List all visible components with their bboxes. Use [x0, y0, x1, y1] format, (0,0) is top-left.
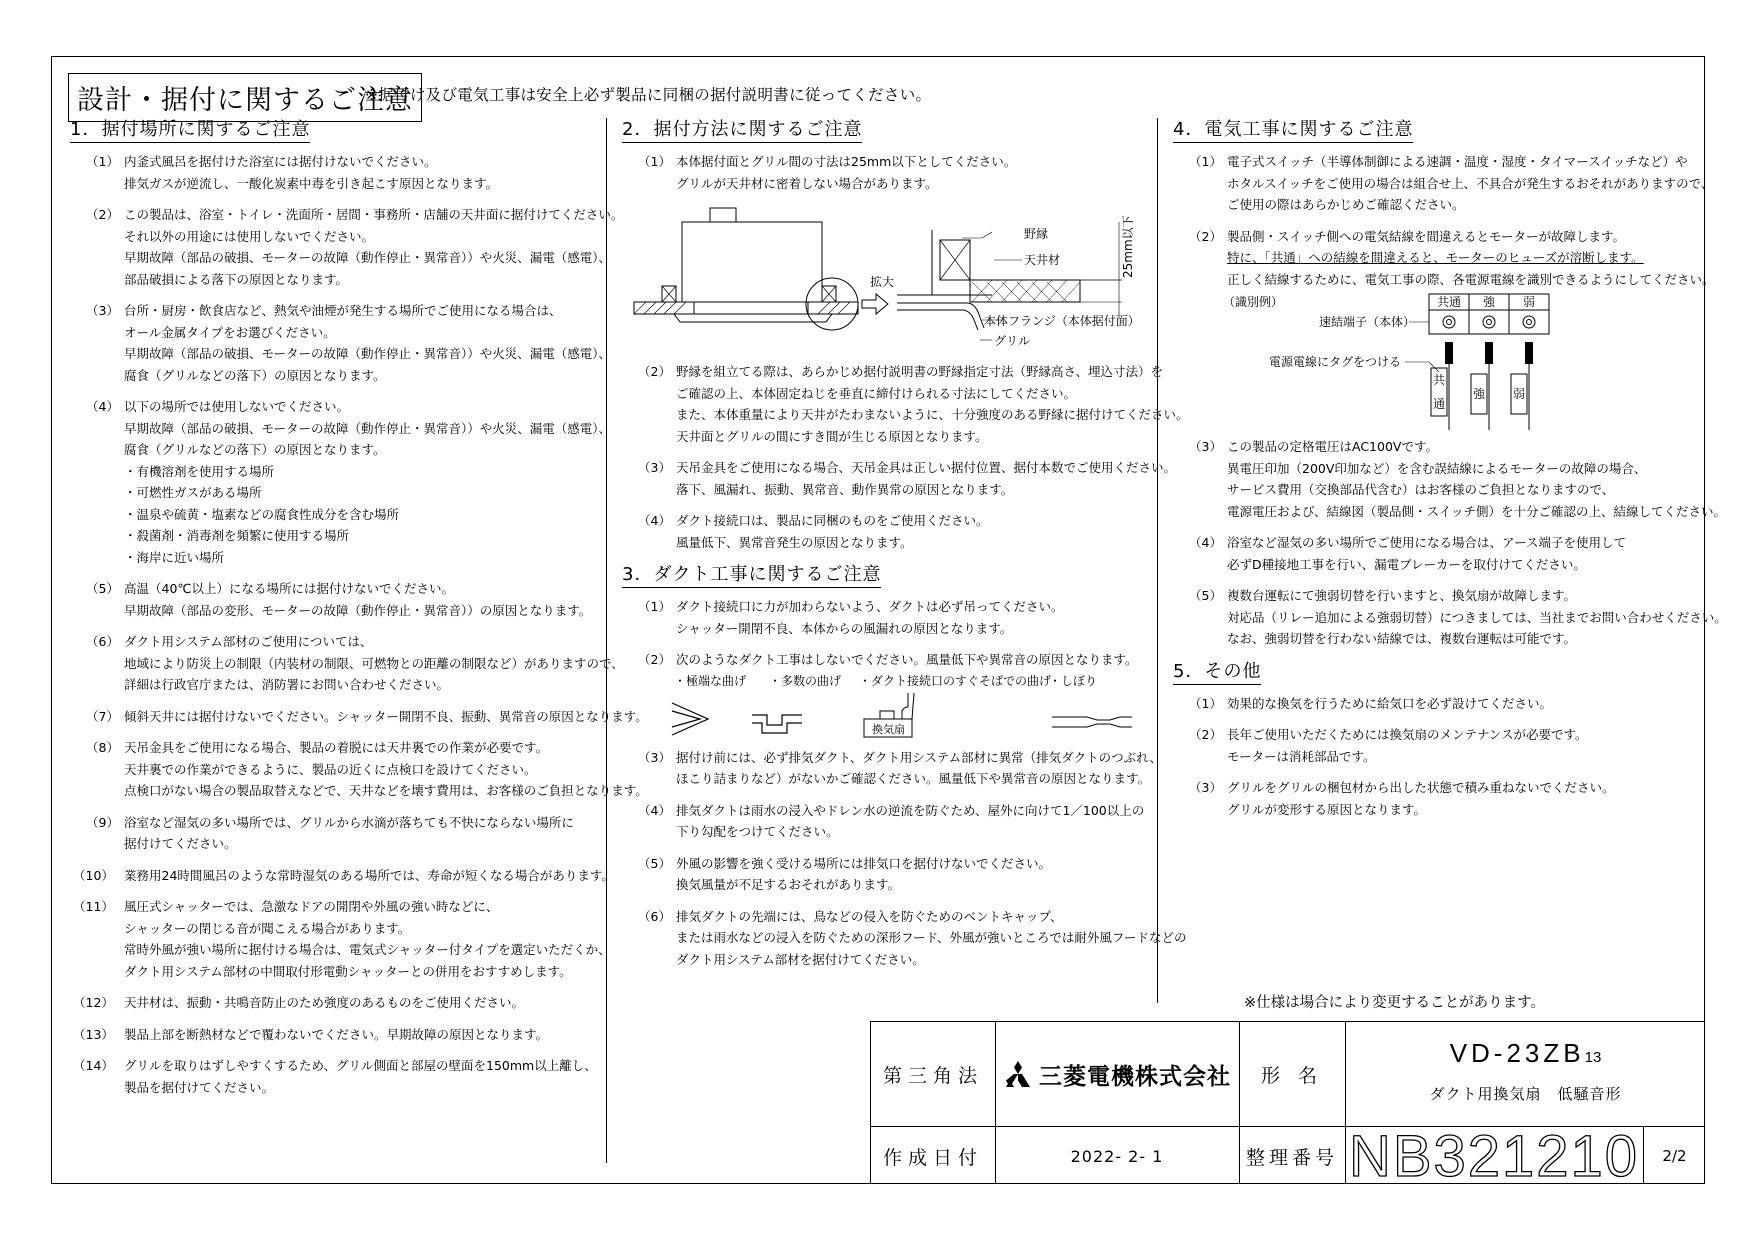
duct-label-sharp: ・極端な曲げ [674, 673, 747, 688]
note-line: 早期故障（部品の破損、モーターの故障（動作停止・異常音））や火災、漏電（感電）、 [124, 346, 612, 361]
label-flange: 本体フランジ（本体据付面） [984, 314, 1140, 328]
note-number: （5） [86, 581, 119, 596]
section-4-items-a [1173, 151, 1715, 290]
note-line: ダクト用システム部材の中間取付形電動シャッターとの併用をおすすめします。 [124, 963, 572, 979]
note-line: 次のようなダクト工事はしないでください。風量低下や異常音の原因となります。 [676, 652, 1138, 667]
mounting-diagram [622, 200, 1142, 355]
label-dimension: 25mm以下 [1121, 215, 1135, 278]
note-number: （4） [638, 802, 671, 818]
label-grille: グリル [994, 334, 1031, 348]
note-line: 効果的な換気を行うために給気口を必ず設けてください。 [1227, 695, 1553, 711]
note-line: 腐食（グリルなどの落下）の原因となります。 [124, 367, 386, 383]
note-line: 早期故障（部品の破損、モーターの故障（動作停止・異常音））や火災、漏電（感電）、 [124, 250, 612, 265]
note-number: （4） [1189, 535, 1222, 550]
model-number: VD-23ZB [1449, 1038, 1585, 1068]
note-line: 地域により防災上の制限（内装材の制限、可燃物との距離の制限など）がありますので、 [124, 655, 624, 671]
note-line: 天井材は、振動・共鳴音防止のため強度のあるものをご使用ください。 [124, 995, 525, 1010]
note-item [622, 457, 1177, 500]
note-item [622, 747, 1162, 790]
tag-weak: 弱 [1513, 387, 1526, 401]
company-name: 三菱電機株式会社 [1039, 1063, 1231, 1090]
note-line: 正しく結線するために、電気工事の際、各電源電線を識別できるようにしてください。 [1227, 271, 1715, 287]
section-heading-5: 5．その他 [1173, 660, 1261, 685]
note-item [70, 737, 648, 802]
mitsubishi-logo-icon [1003, 1061, 1033, 1087]
note-number: （6） [638, 908, 671, 924]
note-line: 天吊金具をご使用になる場合、天吊金具は正しい据付位置、据付本数でご使用ください。 [676, 460, 1177, 475]
duct-diagram [622, 671, 1142, 741]
note-line: 部品破損による落下の原因となります。 [124, 271, 349, 287]
note-item [70, 1055, 600, 1098]
note-line: グリルをグリルの梱包材から出した状態で積み重ねないでください。 [1227, 780, 1615, 795]
note-item [1173, 693, 1693, 715]
number-label: 整理番号 [1245, 1146, 1338, 1169]
note-line: 長年ご使用いただくためには換気扇のメンテナンスが必要です。 [1227, 727, 1588, 742]
projection-label: 第三角法 [882, 1064, 983, 1087]
note-line: ダクト用システム部材のご使用については、 [124, 634, 373, 649]
terminal-common: 共通 [1437, 295, 1462, 309]
note-body [1227, 436, 1726, 522]
note-body [124, 737, 648, 802]
section-3-items-a [622, 596, 1142, 671]
note-body [124, 896, 611, 982]
note-item [70, 865, 614, 887]
note-body [124, 151, 600, 194]
note-number: （1） [1189, 154, 1222, 169]
model-label: 形 名 [1260, 1064, 1324, 1087]
note-line: 排気ダクトの先端には、鳥などの侵入を防ぐためのベントキャップ、 [676, 908, 1063, 924]
note-body [1227, 777, 1693, 820]
note-item [70, 300, 612, 386]
note-item [70, 896, 611, 982]
note-number: （4） [86, 399, 119, 414]
note-line: 特に、「共通」への結線を間違えると、モーターのヒューズが溶断します。 [1227, 250, 1644, 265]
note-number: （8） [86, 740, 119, 755]
note-number: （2） [1189, 228, 1222, 244]
note-line: この製品は、浴室・トイレ・洗面所・居間・事務所・店舗の天井面に据付けてください。 [124, 207, 624, 222]
note-line: ダクト接続口は、製品に同梱のものをご使用ください。 [676, 513, 989, 528]
note-number: （4） [638, 513, 671, 528]
column-3 [1173, 118, 1727, 830]
note-line: 内釜式風呂を据付けた浴室には据付けないでください。 [124, 154, 437, 169]
note-body [1227, 151, 1713, 216]
note-line: モーターは消耗部品です。 [1227, 748, 1376, 764]
note-line: それ以外の用途には使用しないでください。 [124, 228, 375, 244]
note-line: ホタルスイッチをご使用の場合は組合せ上、不具合が発生するおそれがありますので、 [1227, 175, 1714, 191]
note-line: 風圧式シャッターでは、急激なドアの開閉や外風の強い時などに、 [124, 899, 499, 914]
note-body [676, 853, 1142, 896]
note-line: ・温泉や硫黄・塩素などの腐食性成分を含む場所 [124, 506, 400, 522]
note-body [124, 706, 648, 728]
note-line: ほこり詰まりなど）がないかご確認ください。風量低下や異常音の原因となります。 [676, 771, 1151, 786]
note-item [622, 906, 1187, 971]
note-item [70, 992, 600, 1014]
section-2-item-1 [622, 151, 1142, 194]
note-line: 早期故障（部品の破損、モーターの故障（動作停止・異常音））や火災、漏電（感電）、 [124, 420, 612, 436]
note-line: ・有機溶剤を使用する場所 [124, 463, 275, 479]
terminal-diagram-svg [1173, 292, 1693, 432]
note-item [622, 596, 1142, 639]
note-line: 製品側・スイッチ側への電気結線を間違えるとモーターが故障します。 [1227, 228, 1626, 244]
section-heading-2: 2．据付方法に関するご注意 [622, 118, 862, 143]
note-line: 台所・厨房・飲食店など、熱気や油煙が発生する場所でご使用になる場合は、 [124, 303, 562, 318]
note-line: また、本体重量により天井がたわまないように、十分強度のある野縁に据付けてください。 [676, 407, 1189, 422]
note-body [1227, 724, 1693, 767]
note-number: （2） [86, 207, 119, 222]
note-number: （9） [86, 814, 119, 830]
note-item [1173, 436, 1727, 522]
note-body [676, 361, 1189, 447]
model-suffix: 13 [1584, 1049, 1602, 1066]
note-number: （1） [86, 154, 119, 169]
note-line: 電子式スイッチ（半導体制御による速調・温度・湿度・タイマースイッチなど）や [1227, 154, 1688, 169]
note-item [1173, 226, 1715, 291]
duct-diagram-svg [622, 689, 1142, 744]
note-body [676, 457, 1176, 500]
note-item [1173, 151, 1714, 216]
note-line: 常時外風が強い場所に据付ける場合は、電気式シャッター付タイプを選定いただくか、 [124, 942, 611, 957]
note-item [70, 1024, 600, 1046]
note-body [124, 1055, 600, 1098]
note-line: 落下、風漏れ、振動、異常音、動作異常の原因となります。 [676, 481, 1014, 497]
note-number: （2） [1189, 727, 1222, 742]
note-number: （2） [638, 652, 671, 667]
page-number: 2/2 [1662, 1147, 1687, 1165]
note-body [676, 510, 1142, 553]
terminal-block-label: 速結端子（本体） [1319, 315, 1416, 329]
tag-common-2: 通 [1433, 397, 1446, 411]
note-line: 腐食（グリルなどの落下）の原因となります。 [124, 442, 386, 457]
section-heading-3: 3．ダクト工事に関するご注意 [622, 563, 881, 588]
note-number: （13） [73, 1026, 114, 1042]
label-ceiling: 天井材 [1024, 253, 1061, 267]
note-number: （7） [86, 708, 119, 724]
note-body [124, 631, 624, 696]
section-4-items-b [1173, 436, 1727, 650]
section-3-items-b [622, 747, 1187, 971]
note-line: グリルを取りはずしやすくするため、グリル側面と部屋の壁面を150mm以上離し、 [124, 1058, 597, 1073]
note-line: 天井裏での作業ができるように、製品の近くに点検口を設けてください。 [124, 761, 537, 777]
note-line: 点検口がない場合の製品取替えなどで、天井などを壊す費用は、お客様のご負担となります。 [124, 783, 648, 798]
page-title: 設計・据付に関するご注意 [68, 73, 422, 122]
note-body [124, 992, 600, 1014]
note-line: ご使用の際はあらかじめご確認ください。 [1227, 197, 1465, 212]
note-number: （5） [638, 855, 671, 871]
model-cell [1345, 1022, 1706, 1126]
tag-common-1: 共 [1433, 373, 1446, 387]
note-line: 異電圧印加（200V印加など）を含む誤結線によるモーターの故障の場合、 [1227, 460, 1647, 476]
note-number: （3） [1189, 439, 1222, 454]
note-number: （14） [73, 1058, 114, 1073]
column-1 [70, 118, 648, 1108]
note-line: ダクト接続口に力が加わらないよう、ダクトは必ず吊ってください。 [676, 599, 1064, 614]
date-label: 作成日付 [882, 1146, 983, 1169]
note-line: なお、強弱切替を行わない結線では、複数台運転は可能です。 [1227, 631, 1577, 646]
duct-label-multiple: ・多数の曲げ [769, 673, 842, 688]
note-number: （5） [1189, 588, 1222, 603]
note-line: 対応品（リレー追加による強弱切替）につきましては、当社までお問い合わせください。 [1227, 609, 1727, 625]
note-item [622, 800, 1145, 843]
note-line: シャッターの閉じる音が聞こえる場合があります。 [124, 920, 411, 936]
note-body [1227, 585, 1727, 650]
note-number: （3） [638, 460, 671, 475]
terminal-diagram [1173, 292, 1693, 432]
note-item [70, 396, 612, 568]
title-block [870, 1021, 1705, 1189]
label-noen: 野縁 [1024, 227, 1049, 241]
section-1-items [70, 151, 648, 1098]
note-body [124, 865, 614, 887]
note-number: （11） [73, 899, 114, 914]
note-body [676, 596, 1142, 639]
note-line: 製品を据付けてください。 [124, 1079, 275, 1095]
note-line: 早期故障（部品の変形、モーターの故障（動作停止・異常音））の原因となります。 [124, 602, 592, 618]
note-item [70, 812, 600, 855]
note-item [1173, 724, 1693, 767]
note-line: サービス費用（交換部品代含む）はお客様のご負担となりますので、 [1227, 482, 1615, 497]
note-number: （3） [638, 749, 671, 765]
note-line: 風量低下、異常音発生の原因となります。 [676, 534, 913, 550]
note-line: 浴室など湿気の多い場所でご使用になる場合は、アース端子を使用して [1227, 535, 1627, 550]
note-line: 据付け前には、必ず排気ダクト、ダクト用システム部材に異常（排気ダクトのつぶれ、 [676, 749, 1162, 765]
section-heading-4: 4．電気工事に関するご注意 [1173, 118, 1413, 143]
note-line: 据付けてください。 [124, 836, 237, 851]
note-line: 排気ダクトは雨水の浸入やドレン水の逆流を防ぐため、屋外に向けて1／100以上の [676, 802, 1145, 818]
note-line: 天井面とグリルの間にすき間が生じる原因となります。 [676, 428, 988, 444]
date-value: 2022- 2- 1 [1070, 1146, 1164, 1166]
note-item [622, 151, 1142, 194]
note-line: 排気ガスが逆流し、一酸化炭素中毒を引き起こす原因となります。 [124, 175, 499, 191]
note-number: （3） [1189, 780, 1222, 795]
label-enlarge: 拡大 [870, 275, 895, 289]
note-line: 天吊金具をご使用になる場合、製品の着脱には天井裏での作業が必要です。 [124, 740, 549, 755]
fan-label: 換気扇 [872, 722, 905, 736]
note-item [1173, 585, 1727, 650]
note-item [70, 578, 600, 621]
tag-strong: 強 [1473, 387, 1486, 401]
note-number: （1） [1189, 695, 1222, 711]
note-item [622, 361, 1189, 447]
note-line: 業務用24時間風呂のような常時湿気のある場所では、寿命が短くなる場合があります。 [124, 867, 614, 883]
note-line: ダクト用システム部材を据付けてください。 [676, 951, 925, 967]
note-body [124, 396, 611, 568]
note-number: （1） [638, 599, 671, 614]
terminal-weak: 弱 [1523, 295, 1536, 309]
note-line: または雨水などの浸入を防ぐための深形フード、外風が強いところでは耐外風フードなどの [676, 930, 1187, 945]
note-line: 以下の場所では使用しないでください。 [124, 399, 350, 414]
drawing-number: NB321210 [1348, 1123, 1640, 1189]
note-item [622, 510, 1142, 553]
spec-note: ※仕様は場合により変更することがあります。 [1244, 995, 1545, 1011]
note-line: この製品の定格電圧はAC100Vです。 [1227, 439, 1438, 454]
note-body [124, 1024, 600, 1046]
tag-label: 電源電線にタグをつける [1269, 355, 1402, 369]
note-number: （3） [86, 303, 119, 318]
note-line: 換気風量が不足するおそれがあります。 [676, 877, 901, 892]
note-item [1173, 777, 1693, 820]
note-body [124, 812, 600, 855]
note-body [676, 151, 1142, 194]
note-item [622, 853, 1142, 896]
note-line: シャッター開閉不良、本体からの風漏れの原因となります。 [676, 620, 1013, 636]
section-5-items [1173, 693, 1693, 821]
note-line: 複数台運転にて強弱切替を行いますと、換気扇が故障します。 [1227, 588, 1577, 603]
note-body [676, 649, 1142, 671]
note-line: 外風の影響を強く受ける場所には排気口を据付けないでください。 [676, 855, 1052, 871]
note-number: （1） [638, 154, 671, 169]
note-line: 本体据付面とグリル間の寸法は25mm以下としてください。 [676, 154, 1017, 169]
terminal-strong: 強 [1483, 295, 1496, 309]
note-line: 下り勾配をつけてください。 [676, 824, 839, 839]
note-item [1173, 532, 1693, 575]
column-2 [622, 118, 1189, 980]
note-line: ・海岸に近い場所 [124, 549, 225, 565]
note-item [70, 204, 624, 290]
note-body [1227, 226, 1715, 291]
note-line: 電源電圧および、結線図（製品側・スイッチ側）を十分ご確認の上、結線してください。 [1227, 503, 1727, 519]
note-line: ・殺菌剤・消毒剤を頻繁に使用する場所 [124, 528, 350, 543]
note-item [70, 631, 624, 696]
note-line: 詳細は行政官庁または、消防署にお問い合わせください。 [124, 677, 450, 692]
note-line: グリルが変形する原因となります。 [1227, 801, 1427, 817]
header-note: ※据付け及び電気工事は安全上必ず製品に同梱の据付説明書に従ってください。 [365, 86, 932, 104]
note-line: 必ずD種接地工事を行い、漏電ブレーカーを取付けてください。 [1227, 556, 1586, 572]
section-2-items-rest [622, 361, 1189, 553]
note-body [676, 747, 1162, 790]
note-number: （6） [86, 634, 119, 649]
note-line: ご確認の上、本体固定ねじを垂直に締付けられる寸法にしてください。 [676, 385, 1077, 401]
note-line: 野縁を組立てる際は、あらかじめ据付説明書の野縁指定寸法（野縁高さ、埋込寸法）を [676, 364, 1164, 379]
note-line: 製品上部を断熱材などで覆わないでください。早期故障の原因となります。 [124, 1026, 549, 1042]
note-number: （2） [638, 364, 671, 379]
note-body [1227, 693, 1693, 715]
duct-label-narrow: ・しぼり [1049, 673, 1098, 688]
note-line: 浴室など湿気の多い場所では、グリルから水滴が落ちても不快にならない場所に [124, 814, 574, 830]
note-line: グリルが天井材に密着しない場合があります。 [676, 175, 938, 191]
note-number: （10） [73, 867, 114, 883]
note-item [70, 151, 600, 194]
terminal-example-label: （識別例） [1223, 295, 1284, 309]
note-line: 傾斜天井には据付けないでください。シャッター開閉不良、振動、異常音の原因となります。 [124, 708, 648, 724]
company-cell [995, 1022, 1239, 1126]
note-number: （12） [73, 995, 114, 1010]
note-body [676, 800, 1144, 843]
duct-label-near: ・ダクト接続口のすぐそばでの曲げ [859, 673, 1052, 688]
note-item [622, 649, 1142, 671]
note-body [124, 204, 623, 290]
mounting-diagram-svg [622, 200, 1142, 355]
section-heading-1: 1．据付場所に関するご注意 [70, 118, 310, 143]
column-divider [1157, 118, 1158, 1003]
note-body [1227, 532, 1693, 575]
note-line: 高温（40℃以上）になる場所には据付けないでください。 [124, 581, 454, 596]
model-description: ダクト用換気扇 低騒音形 [1429, 1085, 1622, 1103]
note-item [70, 706, 648, 728]
note-line: ・可燃性ガスがある場所 [124, 485, 262, 500]
note-body [124, 300, 611, 386]
note-body [124, 578, 600, 621]
note-body [676, 906, 1187, 971]
note-line: オール金属タイプをお選びください。 [124, 324, 336, 340]
